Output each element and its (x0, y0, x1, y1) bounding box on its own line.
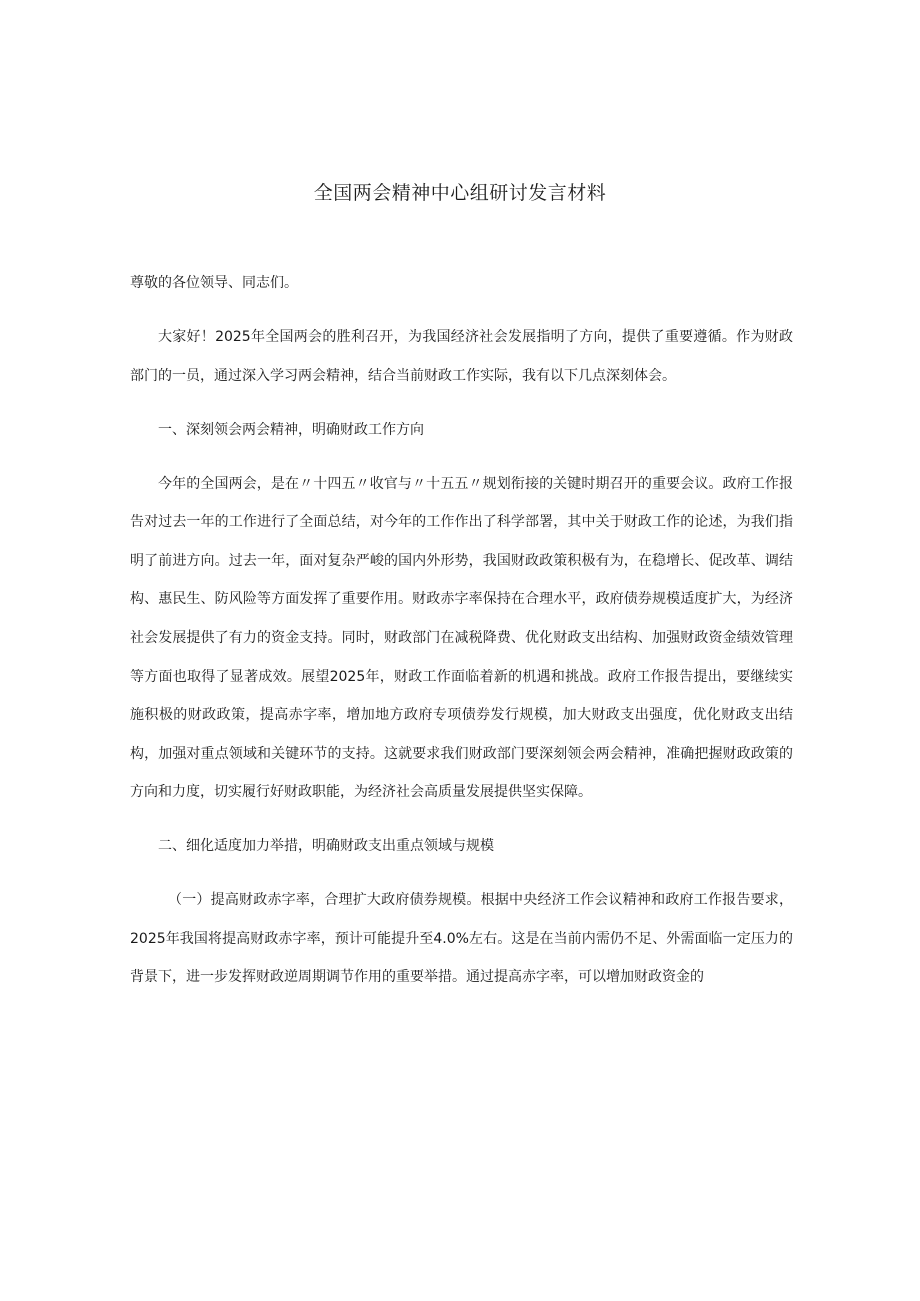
section-heading-1: 一、深刻领会两会精神，明确财政工作方向 (158, 421, 424, 438)
section-1-paragraph: 今年的全国两会，是在〃十四五〃收官与〃十五五〃规划衔接的关键时期召开的重要会议。政府工作报告对过去一年的工作进行了全面总结，对今年的工作作出了科学部署，其中关于财政工作的论述，为我们指明了前进方向。过去一年，面对复杂严峻的国内外形势，我国财政政策积极有为，在稳增长、促改革、调结构、惠民生、防风险等方面发挥了重要作用。财政赤字率保持在合理水平，政府债券规模适度扩大，为经济社会发展提供了有力的资金支持。同时，财政部门在减税降费、优化财政支出结构、加强财政资金绩效管理等方面也取得了显著成效。展望2025年，财政工作面临着新的机遇和挑战。政府工作报告提出，要继续实施积极的财政政策，提高赤字率，增加地方政府专项债券发行规模，加大财政支出强度，优化财政支出结构，加强对重点领域和关键环节的支持。这就要求我们财政部门要深刻领会两会精神，准确把握财政政策的方向和力度，切实履行好财政职能，为经济社会高质量发展提供坚实保障。 (130, 475, 793, 801)
document-title: 全国两会精神中心组研讨发言材料 (313, 182, 607, 204)
document-body (130, 264, 793, 1012)
section-2-paragraph: （一）提高财政赤字率，合理扩大政府债券规模。根据中央经济工作会议精神和政府工作报告要求，2025年我国将提高财政赤字率，预计可能提升至4.0%左右。这是在当前内需仍不足、外需面临一定压力的背景下，进一步发挥财政逆周期调节作用的重要举措。通过提高赤字率，可以增加财政资金的 (130, 892, 793, 986)
salutation-paragraph: 尊敬的各位领导、同志们。 (130, 275, 298, 291)
intro-paragraph: 大家好！2025年全国两会的胜利召开，为我国经济社会发展指明了方向，提供了重要遵循。作为财政部门的一员，通过深入学习两会精神，结合当前财政工作实际，我有以下几点深刻体会。 (130, 328, 793, 384)
section-heading-2: 二、细化适度加力举措，明确财政支出重点领域与规模 (158, 838, 494, 855)
